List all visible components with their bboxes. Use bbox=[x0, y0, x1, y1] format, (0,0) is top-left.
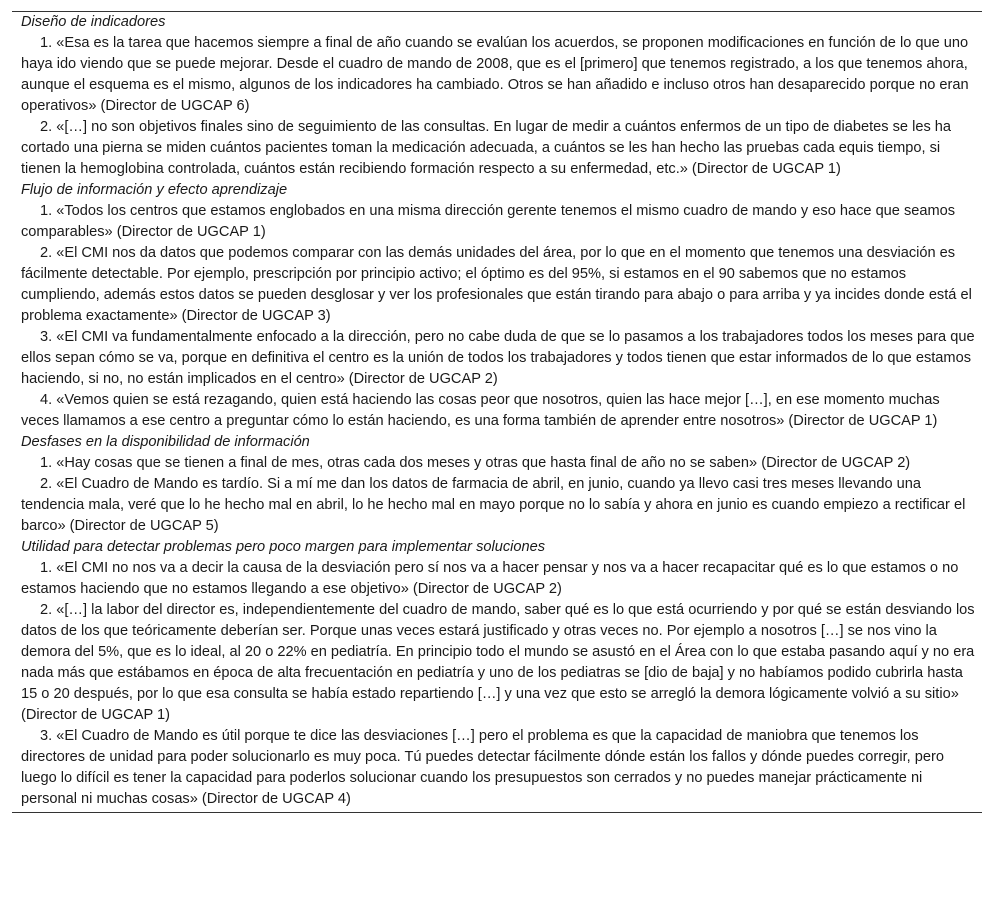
quote-item: 4. «Vemos quien se está rezagando, quien está haciendo las cosas peor que nosotros, quien las hace mejor […], en ese momento muchas veces llamamos a ese centro a preguntar cómo lo están haciendo, es una forma también de aprender entre nosotros» (Director de UGCAP 1) bbox=[21, 392, 940, 429]
quotes-table bbox=[12, 11, 982, 813]
section-title-flujo: Flujo de información y efecto aprendizaje bbox=[21, 182, 288, 198]
quote-item: 2. «El CMI nos da datos que podemos comparar con las demás unidades del área, por lo que en el momento que tenemos una desviación es fácilmente detectable. Por ejemplo, prescripción por principio activo; el óptimo es del 95%, si estamos en el 90 sabemos que no estamos cumpliendo, además estos datos se pueden desglosar y ver los profesionales que están tirando para abajo o para arriba y ya incides donde está el problema exactamente» (Director de UGCAP 3) bbox=[21, 245, 972, 324]
quote-item: 1. «Esa es la tarea que hacemos siempre a final de año cuando se evalúan los acuerdos, se proponen modificaciones en función de lo que uno haya ido viendo que se puede mejorar. Desde el cuadro de mando de 2008, que es el [primero] que tenemos registrado, a los que tenemos ahora, aunque el esquema es el mismo, algunos de los indicadores ha cambiado. Otros se han añadido e incluso otros han desaparecido porque no eran operativos» (Director de UGCAP 6) bbox=[21, 35, 969, 114]
quote-item: 1. «Todos los centros que estamos englobados en una misma dirección gerente tenemos el mismo cuadro de mando y eso hace que seamos comparables» (Director de UGCAP 1) bbox=[21, 203, 956, 240]
quote-item: 3. «El CMI va fundamentalmente enfocado a la dirección, pero no cabe duda de que se lo pasamos a los trabajadores todos los meses para que ellos sepan cómo se va, porque en definitiva el centro es la unión de todos los trabajadores y todos tienen que estar informados de lo que estamos haciendo, si no, no están implicados en el centro» (Director de UGCAP 2) bbox=[21, 329, 975, 387]
quote-item: 2. «[…] no son objetivos finales sino de seguimiento de las consultas. En lugar de medir a cuántos enfermos de un tipo de diabetes se les ha cortado una pierna se miden cuántos pacientes toman la medicación adecuada, a cuántos se les han hecho las pruebas cada equis tiempo, si tienen la hemoglobina controlada, cuántos están recibiendo formación respecto a su enfermedad, etc.» (Director de UGCAP 1) bbox=[21, 119, 952, 177]
section-title-desfases: Desfases en la disponibilidad de información bbox=[21, 434, 310, 450]
quote-item: 2. «[…] la labor del director es, independientemente del cuadro de mando, saber qué es lo que está ocurriendo y por qué se están desviando los datos de los que teóricamente deberían ser. Porque unas veces estará justificado y otras veces no. Por ejemplo a nosotros […] se nos vino la demora del 5%, que es lo ideal, al 20 o 22% en pediatría. En principio todo el mundo se asustó en el Área con lo que estaba pasando aquí y no era nada más que estábamos en época de alta frecuentación en pediatría y uno de los pediatras se [dio de baja] y no habíamos podido cubrirla hasta 15 o 20 después, por lo que esa consulta se había estado repartiendo […] y una vez que esto se arregló la demora lógicamente volvió a su sitio» (Director de UGCAP 1) bbox=[21, 602, 975, 723]
quote-item: 2. «El Cuadro de Mando es tardío. Si a mí me dan los datos de farmacia de abril, en junio, cuando ya llevo casi tres meses llevando una tendencia mala, veré que lo he hecho mal en abril, lo he hecho mal en mayo porque no lo sabía y ahora en junio es cuando empiezo a rectificar el barco» (Director de UGCAP 5) bbox=[21, 476, 966, 534]
quotes-table-body bbox=[12, 12, 982, 810]
section-title-diseno: Diseño de indicadores bbox=[21, 14, 166, 30]
quote-item: 1. «Hay cosas que se tienen a final de mes, otras cada dos meses y otras que hasta final de año no se saben» (Director de UGCAP 2) bbox=[40, 455, 911, 471]
section-title-utilidad: Utilidad para detectar problemas pero poco margen para implementar soluciones bbox=[21, 539, 546, 555]
quote-item: 3. «El Cuadro de Mando es útil porque te dice las desviaciones […] pero el problema es que la capacidad de maniobra que tenemos los directores de unidad para poder solucionarlo es muy poca. Tú puedes detectar fácilmente dónde están los fallos y dónde puedes corregir, pero luego lo difícil es tener la capacidad para poderlos solucionar cuando los presupuestos son cerrados y no puedes manejar prácticamente ni personal ni muchas cosas» (Director de UGCAP 4) bbox=[21, 728, 944, 807]
quote-item: 1. «El CMI no nos va a decir la causa de la desviación pero sí nos va a hacer pensar y nos va a hacer recapacitar qué es lo que estamos o no estamos haciendo que no estamos llegando a ese objetivo» (Director de UGCAP 2) bbox=[21, 560, 959, 597]
